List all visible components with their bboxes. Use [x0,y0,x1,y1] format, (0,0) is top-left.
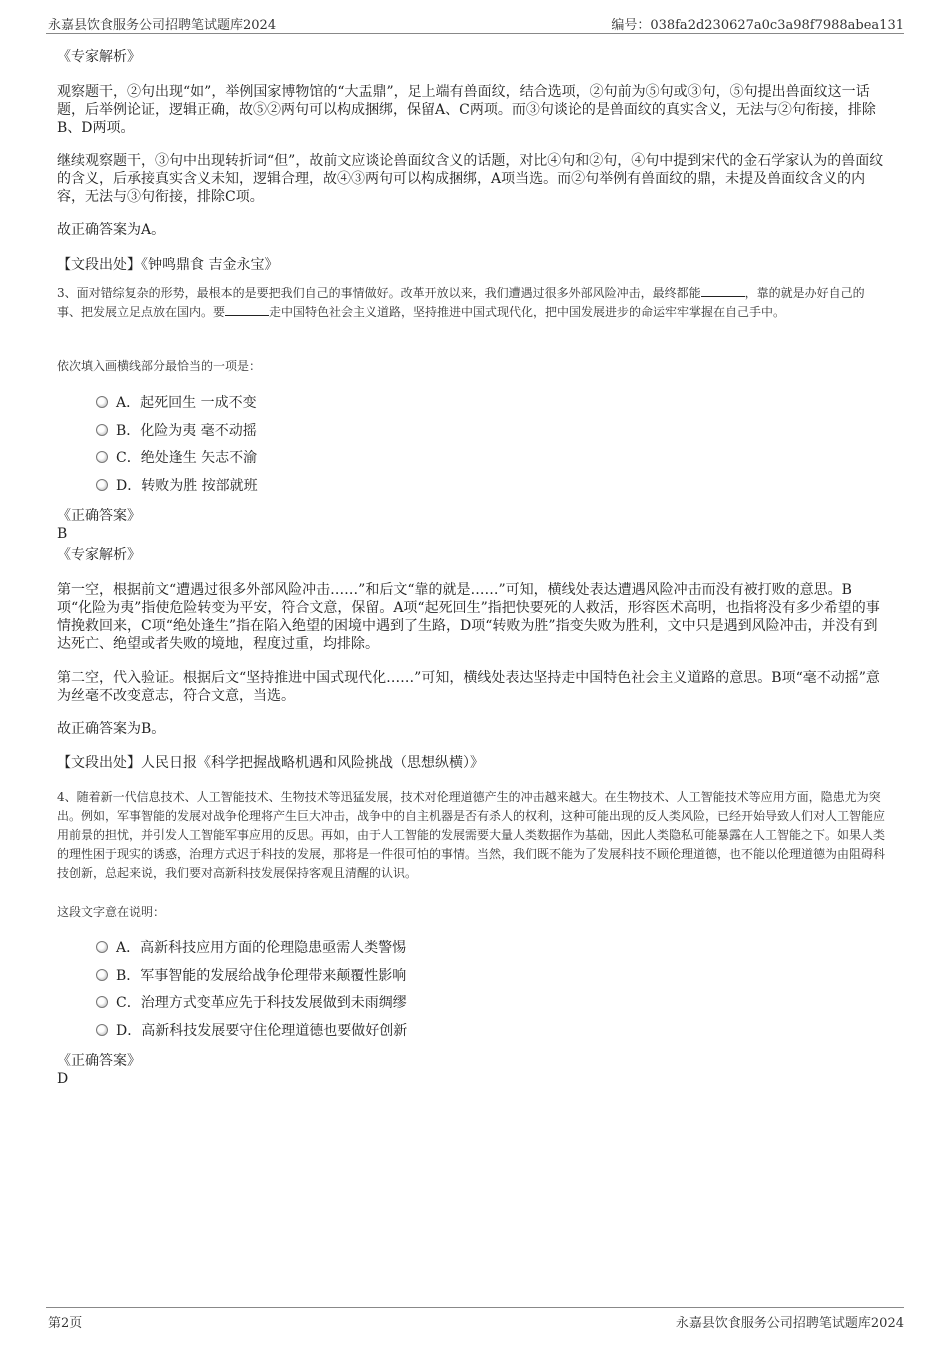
q2-analysis-para2: 继续观察题干，③句中出现转折词“但”，故前文应谈论兽面纹含义的话题，对比④句和②句，④句中提到宋代的金石学家认为的兽面纹的含义，后承接真实含义未知，逻辑合理，故④③两句可以构成捆绑，A项当选。而②句举例有兽面纹的鼎，未提及兽面纹含义的内容，无法与③句衔接，排除C项。 [57,153,884,205]
q3-analysis-para1: 第一空，根据前文“遭遇过很多外部风险冲击……”和后文“靠的就是……”可知，横线处表达遭遇风险冲击而没有被打败的意思。B项“化险为夷”指使危险转变为平安，符合文意，保留。A项“起死回生”指把快要死的人救活，形容医术高明，也指将没有多少希望的事情挽救回来，C项“绝处逢生”指在陷入绝望的困境中遇到了生路，D项“转败为胜”指变失败为胜利，文中只是遇到风险冲击，并没有到达死亡、绝望或者失败的境地，程度过重，均排除。 [57,582,880,652]
q4-prompt: 这段文字意在说明： [57,905,166,919]
q2-analysis-title: 《专家解析》 [57,49,141,65]
q2-analysis-para1: 观察题干，②句出现“如”，举例国家博物馆的“大盂鼎”，足上端有兽面纹，结合选项，②句前为⑤句或③句，⑤句提出兽面纹这一话题，后举例论证，逻辑正确，故⑤②两句可以构成捆绑，保留A、C两项。而③句谈论的是兽面纹的真实含义，无法与②句衔接，排除B、D两项。 [57,84,876,136]
q3-stem-part1: 3、面对错综复杂的形势，最根本的是要把我们自己的事情做好。改革开放以来，我们遭遇过很多外部风险冲击，最终都能 [57,286,701,300]
q4-answer: D [57,1071,69,1087]
q3-answer-title: 《正确答案》 [57,508,141,524]
option-text: 军事智能的发展给战争伦理带来颠覆性影响 [140,968,407,984]
header-divider [46,33,904,34]
q3-stem-part3: 走中国特色社会主义道路，坚持推进中国式现代化，把中国发展进步的命运牢牢掌握在自己手中。 [269,305,786,319]
q3-blank-2 [225,303,269,316]
q4-option-d[interactable] [96,1022,407,1040]
option-letter: A． [116,940,141,956]
option-text: 治理方式变革应先于科技发展做到未雨绸缪 [140,995,407,1011]
q3-blank-1 [701,284,745,297]
radio-icon[interactable] [96,479,108,491]
q4-option-a[interactable] [96,939,406,957]
q4-option-c[interactable] [96,994,407,1012]
option-letter: C． [116,995,141,1011]
radio-icon[interactable] [96,396,108,408]
radio-icon[interactable] [96,424,108,436]
q3-source: 【文段出处】人民日报《科学把握战略机遇和风险挑战（思想纵横）》 [57,755,484,771]
q3-option-b[interactable] [96,422,257,440]
q3-option-a[interactable] [96,394,257,412]
q2-conclusion: 故正确答案为A。 [57,222,166,238]
radio-icon[interactable] [96,451,108,463]
option-letter: D． [116,478,142,494]
page-header [48,14,904,34]
radio-icon[interactable] [96,1024,108,1036]
option-text: 化险为夷 毫不动摇 [140,423,257,439]
option-text: 绝处逢生 矢志不渝 [140,450,258,466]
q3-conclusion: 故正确答案为B。 [57,721,166,737]
q3-analysis-title: 《专家解析》 [57,547,141,563]
q3-option-c[interactable] [96,449,257,467]
option-letter: C． [116,450,141,466]
q2-source: 【文段出处】《钟鸣鼎食 吉金永宝》 [57,257,279,273]
option-letter: B． [116,968,141,984]
q4-stem: 4、随着新一代信息技术、人工智能技术、生物技术等迅猛发展，技术对伦理道德产生的冲击越来越大。在生物技术、人工智能技术等应用方面，隐患尤为突出。例如，军事智能的发展对战争伦理将产生巨大冲击，战争中的自主机器是否有杀人的权利，这种可能出现的反人类风险，已经开始导致人们对人工智能应用前景的担忧，并引发人工智能军事应用的反思。再如，由于人工智能的发展需要大量人类数据作为基础，因此人类隐私可能暴露在人工智能之下。如果人类的理性困于现实的诱惑，治理方式迟于科技的发展，那将是一件很可怕的事情。当然，我们既不能为了发展科技不顾伦理道德，也不能以伦理道德为由阻碍科技创新，总起来说，我们要对高新科技发展保持客观且清醒的认识。 [57,790,886,880]
q4-answer-title: 《正确答案》 [57,1053,141,1069]
radio-icon[interactable] [96,941,108,953]
option-text: 转败为胜 按部就班 [141,478,258,494]
radio-icon[interactable] [96,996,108,1008]
option-text: 起死回生 一成不变 [140,395,257,411]
option-letter: D． [116,1023,142,1039]
q3-prompt: 依次填入画横线部分最恰当的一项是： [57,359,262,373]
q3-option-d[interactable] [96,477,258,495]
footer-title: 永嘉县饮食服务公司招聘笔试题库2024 [675,1316,904,1331]
footer-divider [46,1307,904,1308]
q4-option-b[interactable] [96,967,406,985]
q3-stem-part2: ，靠的就是办好自己的事、把发展立足点放在国内。要 [57,286,865,319]
option-text: 高新科技发展要守住伦理道德也要做好创新 [141,1023,408,1039]
page-number: 第2页 [48,1316,83,1331]
q3-stem [57,284,887,322]
option-text: 高新科技应用方面的伦理隐患亟需人类警惕 [140,940,407,956]
radio-icon[interactable] [96,969,108,981]
header-serial: 编号：038fa2d230627a0c3a98f7988abea131 [611,18,904,33]
header-title: 永嘉县饮食服务公司招聘笔试题库2024 [48,18,277,33]
q3-analysis-para2: 第二空，代入验证。根据后文“坚持推进中国式现代化……”可知，横线处表达坚持走中国特色社会主义道路的意思。B项“毫不动摇”意为丝毫不改变意志，符合文意，当选。 [57,670,880,704]
option-letter: B． [116,423,141,439]
q3-answer: B [57,526,68,542]
option-letter: A． [116,395,141,411]
